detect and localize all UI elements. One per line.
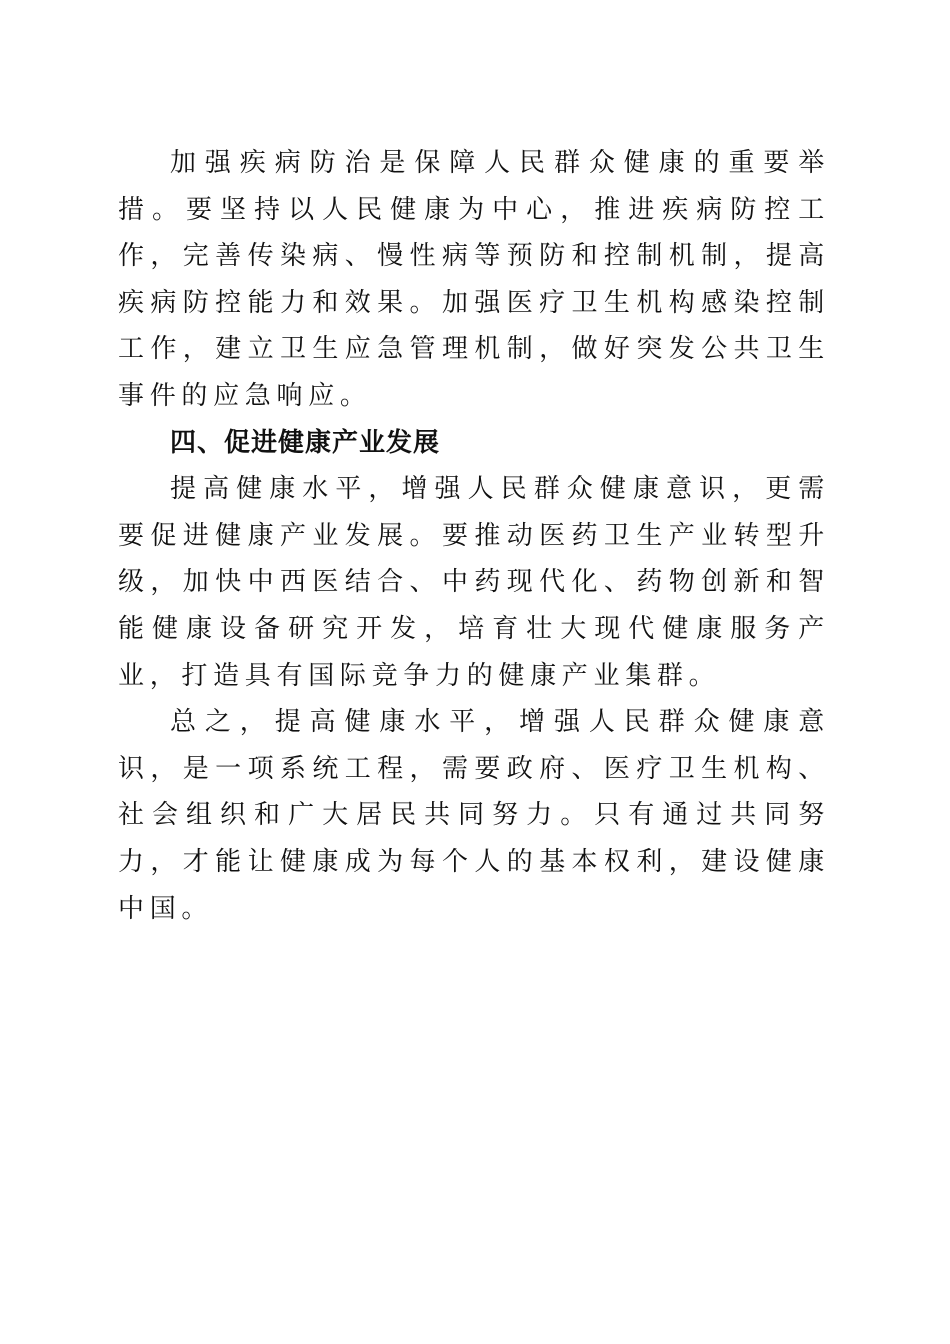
paragraph-disease-prevention: 加强疾病防治是保障人民群众健康的重要举措。要坚持以人民健康为中心，推进疾病防控工作，完善传染病、慢性病等预防和控制机制，提高疾病防控能力和效果。加强医疗卫生机构感染控制工作，建立卫生应急管理机制，做好突发公共卫生事件的应急响应。 bbox=[118, 148, 830, 411]
paragraph-conclusion: 总之，提高健康水平，增强人民群众健康意识，是一项系统工程，需要政府、医疗卫生机构、社会组织和广大居民共同努力。只有通过共同努力，才能让健康成为每个人的基本权利，建设健康中国。 bbox=[118, 707, 830, 924]
document-body bbox=[118, 140, 830, 932]
paragraph-health-industry: 提高健康水平，增强人民群众健康意识，更需要促进健康产业发展。要推动医药卫生产业转型升级，加快中西医结合、中药现代化、药物创新和智能健康设备研究开发，培育壮大现代健康服务产业，打造具有国际竞争力的健康产业集群。 bbox=[118, 474, 830, 691]
section-heading: 四、促进健康产业发展 bbox=[170, 427, 441, 458]
